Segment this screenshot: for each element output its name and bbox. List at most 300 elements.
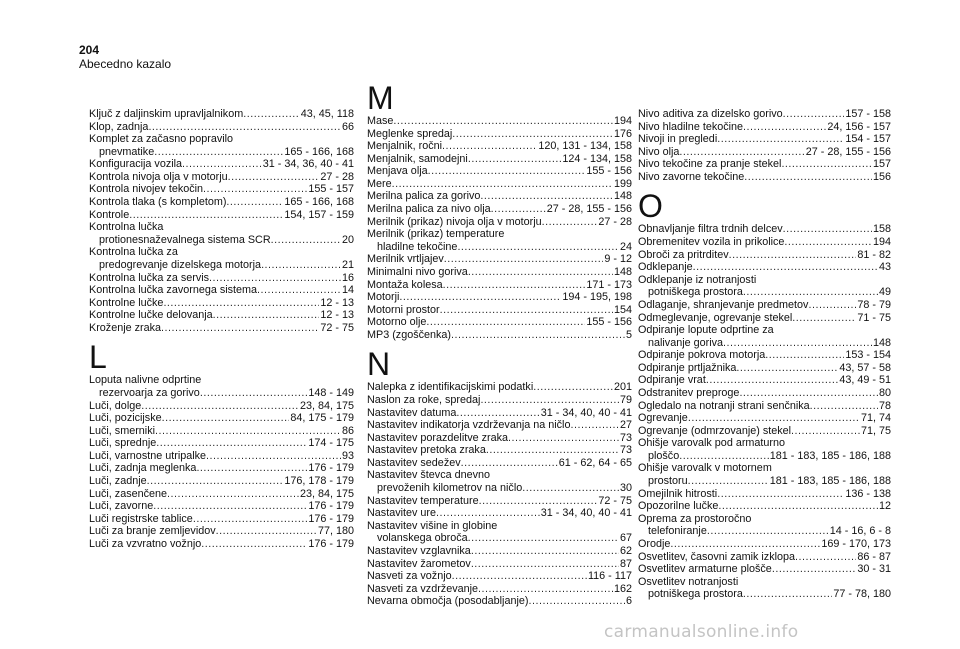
dot-leader	[393, 115, 613, 128]
index-term: Nastavitev vzglavnika	[367, 544, 471, 557]
index-entry	[89, 437, 354, 450]
index-entry-line	[638, 337, 891, 350]
index-page-numbers: 199	[613, 177, 632, 190]
index-entry	[89, 108, 354, 121]
index-page-numbers: 148	[613, 265, 632, 278]
index-page-numbers: 27 - 28, 155 - 156	[546, 203, 632, 216]
index-page-numbers: 27 - 28	[320, 170, 354, 183]
index-term: Nastavitev števca dnevno	[367, 469, 491, 482]
index-term: Luči, zadnje	[89, 475, 147, 488]
index-entry-line	[367, 216, 632, 229]
index-page-numbers: 162	[613, 582, 632, 595]
index-entry	[638, 425, 891, 438]
dot-leader	[693, 261, 878, 274]
dot-leader	[457, 241, 619, 254]
dot-leader	[478, 583, 613, 596]
dot-leader	[736, 362, 838, 375]
index-entry-line	[367, 419, 632, 432]
index-entry	[638, 349, 891, 362]
index-entry-line	[638, 299, 891, 312]
index-entry-line	[638, 312, 891, 325]
index-entry-line	[89, 513, 354, 526]
index-entry-line	[89, 284, 354, 297]
index-term: Nastavitev porazdelitve zraka	[367, 431, 509, 444]
dot-leader	[156, 437, 307, 450]
index-page-numbers: 165 - 166, 168	[284, 196, 354, 209]
index-term: Nastavitev sedežev	[367, 456, 461, 469]
dot-leader	[808, 299, 856, 312]
index-page-numbers: 153 - 154	[845, 349, 891, 362]
dot-leader	[508, 432, 619, 445]
section-title: Abecedno kazalo	[79, 57, 172, 71]
index-entry	[89, 133, 354, 158]
index-term: Odpiranje prtljažnika	[638, 361, 737, 374]
index-entry	[89, 309, 354, 322]
index-entry-line	[367, 381, 632, 394]
index-entry	[638, 274, 891, 299]
index-page-numbers: 176 - 179	[308, 462, 354, 475]
index-entry-line	[367, 495, 632, 508]
index-page-numbers: 154 - 157	[845, 133, 891, 146]
index-term: Nastavitev žarometov	[367, 557, 471, 570]
index-entry	[638, 312, 891, 325]
index-entry-line	[89, 500, 354, 513]
dot-leader	[522, 482, 619, 495]
index-entry-line	[638, 261, 891, 274]
index-term: pnevmatike	[99, 145, 155, 158]
index-term: Merilnik vrtljajev	[367, 253, 444, 266]
index-entry-line	[367, 178, 632, 191]
index-entry-line	[89, 221, 354, 234]
index-page-numbers: 62	[619, 544, 632, 557]
index-entry	[638, 261, 891, 274]
index-term: Osvetlitev, časovni zamik izklopa	[638, 550, 796, 563]
index-term: Kontrolne lučke delovanja	[89, 309, 213, 322]
index-term: Nivo tekočine za pranje stekel	[638, 158, 782, 171]
index-term: Kontrolna lučka za servis	[89, 271, 210, 284]
index-entry-line	[638, 249, 891, 262]
dot-leader	[452, 128, 613, 141]
index-term: Klop, zadnja	[89, 120, 149, 133]
index-term: rezervoarja za gorivo	[99, 386, 200, 399]
index-term: Menjava olja	[367, 165, 428, 178]
dot-leader	[147, 475, 284, 488]
index-page-numbers: 31 - 34, 40, 40 - 41	[540, 406, 632, 419]
index-entry-line	[367, 558, 632, 571]
index-entry	[89, 488, 354, 501]
index-entry-line	[367, 253, 632, 266]
index-entry	[367, 595, 632, 608]
index-page-numbers: 43, 49 - 51	[839, 374, 891, 387]
dot-leader	[670, 538, 820, 551]
index-page-numbers: 194	[872, 236, 891, 249]
index-entry	[367, 495, 632, 508]
dot-leader	[203, 183, 307, 196]
index-entry-line	[89, 209, 354, 222]
index-entry	[638, 362, 891, 375]
index-entry	[638, 488, 891, 501]
index-page-numbers: 176 - 179	[308, 537, 354, 550]
index-page-numbers: 21	[341, 258, 354, 271]
index-term: Opozorilne lučke	[638, 500, 719, 513]
index-entry-line	[89, 387, 354, 400]
index-term: Luči, pozicijske	[89, 412, 162, 425]
dot-leader	[461, 457, 558, 470]
index-page-numbers: 84, 175 - 179	[290, 412, 354, 425]
index-entry-line	[89, 437, 354, 450]
index-page-numbers: 155 - 156	[586, 165, 632, 178]
index-entry-line	[89, 462, 354, 475]
index-term: Nevarna območja (posodabljanje)	[367, 595, 529, 608]
index-entry	[89, 196, 354, 209]
dot-leader	[791, 425, 860, 438]
index-entry	[89, 221, 354, 246]
index-page-numbers: 148	[613, 190, 632, 203]
index-entry	[638, 236, 891, 249]
index-term: Kontrolne lučke	[89, 296, 164, 309]
index-entry	[638, 551, 891, 564]
index-entry-line	[367, 595, 632, 608]
dot-leader	[784, 236, 872, 249]
index-entry	[638, 108, 891, 121]
index-entry	[638, 400, 891, 413]
index-page-numbers: 176	[613, 127, 632, 140]
dot-leader	[426, 316, 585, 329]
index-entry-line	[367, 115, 632, 128]
index-entry-line	[367, 532, 632, 545]
index-entry-line	[89, 272, 354, 285]
index-entry	[367, 115, 632, 128]
index-term: Ogrevanje (odmrzovanje) stekel	[638, 424, 792, 437]
dot-leader	[436, 507, 540, 520]
index-page-numbers: 136 - 138	[845, 487, 891, 500]
index-page-numbers: 157	[872, 158, 891, 171]
index-entry-line	[89, 488, 354, 501]
dot-leader	[257, 284, 341, 297]
dot-leader	[533, 381, 613, 394]
index-entry	[638, 249, 891, 262]
dot-leader	[442, 140, 537, 153]
index-entry	[89, 209, 354, 222]
watermark: carmanualsonline.info	[604, 622, 799, 642]
index-entry	[367, 507, 632, 520]
dot-leader	[679, 450, 769, 463]
index-term: Nastavitev datuma	[367, 406, 457, 419]
index-page-numbers: 31 - 34, 36, 40 - 41	[262, 158, 354, 171]
dot-leader	[743, 286, 878, 299]
index-entry	[638, 387, 891, 400]
index-entry-line	[89, 297, 354, 310]
index-entry	[367, 178, 632, 191]
index-entry	[89, 121, 354, 134]
index-entry-line	[367, 128, 632, 141]
index-term: Obremenitev vozila in prikolice	[638, 236, 785, 249]
index-entry-line	[367, 482, 632, 495]
index-entry	[89, 284, 354, 297]
index-column-1	[89, 108, 354, 551]
index-entry-line	[638, 286, 891, 299]
index-page-numbers: 181 - 183, 185 - 186, 188	[769, 449, 891, 462]
index-entry	[638, 374, 891, 387]
index-entry	[89, 374, 354, 399]
dot-leader	[193, 513, 308, 526]
index-term: Nasveti za vožnjo	[367, 570, 452, 583]
index-entry	[89, 322, 354, 335]
index-term: Odpiranje vrat	[638, 374, 706, 387]
index-entry-line	[89, 374, 354, 387]
index-entry	[89, 297, 354, 310]
index-page-numbers: 157 - 158	[845, 108, 891, 120]
index-term: Obnavljanje filtra trdnih delcev	[638, 223, 783, 236]
dot-leader	[228, 171, 320, 184]
index-letter-heading: N	[367, 346, 391, 383]
index-page-numbers: 30	[619, 482, 632, 495]
index-entry	[89, 171, 354, 184]
index-term: Merilnik (prikaz) temperature	[367, 228, 505, 241]
index-page-numbers: 201	[613, 381, 632, 394]
index-entry-line	[638, 513, 891, 526]
dot-leader	[399, 291, 561, 304]
index-entry	[367, 153, 632, 166]
index-entry-line	[638, 362, 891, 375]
dot-leader	[772, 563, 857, 576]
index-term: predogrevanje dizelskega motorja	[99, 258, 262, 271]
index-term: Mase	[367, 115, 394, 127]
index-page-numbers: 73	[619, 431, 632, 444]
dot-leader	[706, 374, 839, 387]
dot-leader	[167, 488, 299, 501]
index-page-numbers: 194	[613, 115, 632, 127]
dot-leader	[471, 558, 619, 571]
index-term: Konfiguracija vozila	[89, 158, 183, 171]
index-term: Nastavitev temperature	[367, 494, 479, 507]
index-term: Nalepka z identifikacijskimi podatki	[367, 381, 534, 394]
dot-leader	[783, 108, 845, 121]
index-term: Motorni prostor	[367, 303, 440, 316]
index-entry	[367, 140, 632, 153]
index-page-numbers: 176 - 179	[308, 512, 354, 525]
index-entry-line	[638, 146, 891, 159]
index-term: Osvetlitev armaturne plošče	[638, 563, 772, 576]
dot-leader	[129, 209, 283, 222]
index-term: Luči, dolge	[89, 399, 142, 412]
index-entry-line	[638, 108, 891, 121]
index-entry-line	[89, 133, 354, 146]
index-entry-line	[638, 576, 891, 589]
dot-leader	[141, 400, 299, 413]
index-term: Odpiranje lopute odprtine za	[638, 324, 774, 337]
index-entry	[367, 291, 632, 304]
index-entry	[367, 316, 632, 329]
index-entry-line	[638, 387, 891, 400]
index-term: Odstranitev preproge	[638, 386, 740, 399]
dot-leader	[162, 412, 290, 425]
index-term: Oprema za prostoročno	[638, 512, 752, 525]
index-page-numbers: 77, 180	[317, 525, 354, 538]
index-page-numbers: 116 - 117	[587, 570, 632, 583]
index-entry-line	[89, 196, 354, 209]
dot-leader	[440, 304, 613, 317]
index-page-numbers: 169 - 170, 173	[821, 537, 891, 550]
index-entry-line	[89, 234, 354, 247]
index-page-numbers: 165 - 166, 168	[284, 145, 354, 158]
index-term: Obroči za pritrditev	[638, 248, 729, 261]
index-entry-line	[367, 153, 632, 166]
index-page-numbers: 86	[341, 424, 354, 437]
index-entry-line	[89, 259, 354, 272]
index-column-3	[638, 108, 891, 601]
index-column-2	[367, 81, 632, 608]
index-page-numbers: 12	[878, 500, 891, 513]
index-entry-line	[367, 279, 632, 292]
index-term: Odlaganje, shranjevanje predmetov	[638, 298, 809, 311]
index-page-numbers: 78	[878, 399, 891, 412]
index-term: Luči, zadnja meglenka	[89, 462, 197, 475]
index-entry-line	[89, 475, 354, 488]
index-term: Omejilnik hitrosti	[638, 487, 718, 500]
index-term: prevoženih kilometrov na ničlo	[377, 482, 523, 495]
index-entry-line	[89, 158, 354, 171]
index-entry	[89, 513, 354, 526]
index-page-numbers: 16	[341, 271, 354, 284]
index-term: Odklepanje	[638, 261, 693, 274]
index-term: prostoru	[648, 475, 688, 488]
index-entry	[638, 437, 891, 462]
index-entry	[367, 407, 632, 420]
index-term: potniškega prostora	[648, 286, 743, 299]
index-term: Kontrola nivojev tekočin	[89, 183, 204, 196]
index-entry	[638, 324, 891, 349]
index-term: Kontrola nivoja olja v motorju	[89, 170, 228, 183]
dot-leader	[542, 216, 598, 229]
index-entry-line	[638, 551, 891, 564]
index-term: Luči za vzvratno vožnjo	[89, 537, 202, 550]
index-page-numbers: 71, 75	[860, 424, 891, 437]
index-entry-line	[89, 525, 354, 538]
dot-leader	[196, 462, 307, 475]
index-page-numbers: 154	[613, 303, 632, 316]
index-term: Kontrole	[89, 208, 130, 221]
dot-leader	[491, 203, 546, 216]
index-term: Nastavitev ure	[367, 507, 437, 520]
dot-leader	[795, 551, 856, 564]
index-term: Meglenke spredaj	[367, 127, 453, 140]
index-page-numbers: 12 - 13	[320, 296, 354, 309]
index-entry-line	[367, 140, 632, 153]
dot-leader	[163, 297, 319, 310]
dot-leader	[209, 272, 341, 285]
index-entry-line	[89, 246, 354, 259]
index-entry-line	[638, 538, 891, 551]
dot-leader	[452, 570, 587, 583]
index-entry-line	[638, 158, 891, 171]
dot-leader	[443, 279, 586, 292]
index-term: Luči, sprednje	[89, 437, 157, 450]
index-term: Orodje	[638, 537, 671, 550]
index-term: Merilna palica za gorivo	[367, 190, 481, 203]
index-term: hladilne tekočine	[377, 240, 458, 253]
dot-leader	[739, 387, 878, 400]
index-term: Luči, zasenčene	[89, 487, 168, 500]
index-page-numbers: 174 - 175	[308, 437, 354, 450]
index-page-numbers: 72 - 75	[598, 494, 632, 507]
index-entry-line	[638, 450, 891, 463]
index-letter-heading: L	[89, 339, 107, 376]
index-term: Nivo aditiva za dizelsko gorivo	[638, 108, 783, 120]
index-page-numbers: 71 - 75	[857, 311, 891, 324]
index-page-numbers: 9 - 12	[604, 253, 632, 266]
index-page-numbers: 27 - 28, 155 - 156	[805, 145, 891, 158]
index-entry-line	[367, 469, 632, 482]
index-page-numbers: 158	[872, 223, 891, 236]
index-entry-line	[638, 171, 891, 184]
index-entry-line	[638, 349, 891, 362]
dot-leader	[155, 425, 341, 438]
index-entry	[367, 304, 632, 317]
index-term: Merilna palica za nivo olja	[367, 203, 491, 216]
index-page-numbers: 78 - 79	[857, 298, 891, 311]
index-entry-line	[638, 563, 891, 576]
dot-leader	[428, 165, 586, 178]
dot-leader	[206, 450, 341, 463]
index-entry-line	[638, 412, 891, 425]
index-term: telefoniranje	[648, 525, 707, 538]
index-page-numbers: 79	[619, 393, 632, 406]
index-term: MP3 (zgoščenka)	[367, 328, 452, 341]
index-entry-line	[638, 425, 891, 438]
dot-leader	[471, 545, 619, 558]
dot-leader	[723, 337, 872, 350]
dot-leader	[468, 532, 619, 545]
dot-leader	[154, 146, 283, 159]
index-term: protionesnaževalnega sistema SCR	[99, 233, 271, 246]
dot-leader	[707, 525, 829, 538]
index-entry-line	[367, 583, 632, 596]
index-term: Motorji	[367, 291, 400, 304]
index-page-numbers: 81 - 82	[857, 248, 891, 261]
index-entry-line	[367, 316, 632, 329]
index-entry	[367, 570, 632, 583]
index-page-numbers: 86 - 87	[857, 550, 891, 563]
index-term: Luči za branje zemljevidov	[89, 525, 216, 538]
index-page-numbers: 43	[878, 261, 891, 274]
index-entry-line	[89, 121, 354, 134]
index-page-numbers: 6	[625, 595, 632, 608]
index-entry	[367, 216, 632, 229]
index-entry-line	[638, 324, 891, 337]
index-term: Nivo olja	[638, 145, 680, 158]
index-term: Loputa nalivne odprtine	[89, 374, 202, 387]
dot-leader	[743, 121, 826, 134]
index-entry	[367, 558, 632, 571]
index-entry	[367, 329, 632, 342]
index-entry-line	[638, 121, 891, 134]
index-entry	[367, 444, 632, 457]
dot-leader	[810, 400, 878, 413]
index-entry-line	[367, 407, 632, 420]
index-entry	[638, 538, 891, 551]
index-entry	[638, 121, 891, 134]
index-entry	[367, 128, 632, 141]
index-entry	[638, 158, 891, 171]
index-page-numbers: 27	[619, 419, 632, 432]
dot-leader	[148, 121, 341, 134]
dot-leader	[444, 253, 604, 266]
index-entry-line	[367, 570, 632, 583]
dot-leader	[468, 266, 613, 279]
index-entry	[89, 538, 354, 551]
index-entry-line	[638, 236, 891, 249]
